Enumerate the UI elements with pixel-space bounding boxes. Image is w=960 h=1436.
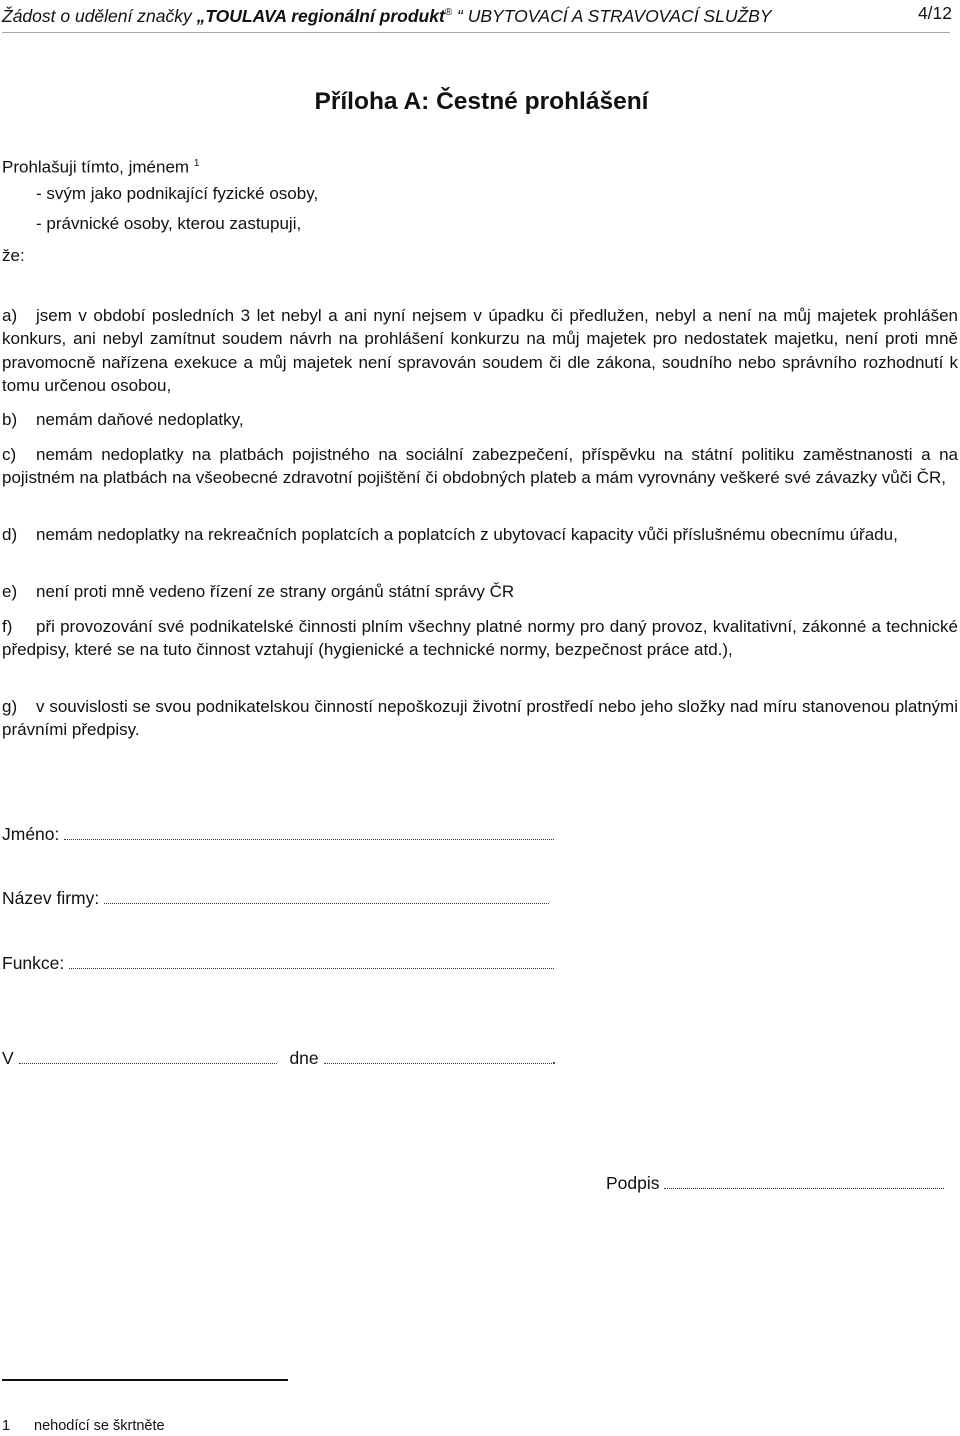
header-divider <box>2 32 950 33</box>
footnote-number: 1 <box>2 1418 11 1434</box>
declaration-item-g: g) v souvislosti se svou podnikatelskou činností nepoškozuji životní prostředí nebo jeho složky nad míru stanovenou platnými právními předpisy. <box>2 697 958 740</box>
company-label: Název firmy: <box>2 888 100 908</box>
page-number: 4/12 <box>917 3 952 23</box>
name-input-line[interactable] <box>64 825 554 840</box>
signature-input-line[interactable] <box>664 1174 944 1189</box>
header-prefix: Žádost o udělení značky <box>2 5 197 26</box>
name-field[interactable] <box>2 824 554 845</box>
function-input-line[interactable] <box>69 954 554 969</box>
declaration-item-f: f) při provozování své podnikatelské činnosti plním všechny platné normy pro daný provoz, kvalitativní, zákonné a technické předpisy, které se na tuto činnost vztahují (hygienické a technické normy, bezpečnost práce atd.), <box>2 617 958 660</box>
date-end: . <box>551 1048 557 1068</box>
footnote-ref: 1 <box>193 158 200 169</box>
date-input-line[interactable] <box>324 1049 552 1064</box>
signature-label: Podpis <box>606 1173 660 1193</box>
place-label: V <box>2 1048 14 1068</box>
intro-that: že: <box>2 246 25 265</box>
company-input-line[interactable] <box>104 889 549 904</box>
footnote-text: nehodící se škrtněte <box>34 1418 165 1434</box>
intro-option-1: - svým jako podnikající fyzické osoby, <box>36 184 319 203</box>
company-field[interactable] <box>2 888 549 909</box>
declaration-item-a: a) jsem v období posledních 3 let nebyl a ani nyní nejsem v úpadku či předlužen, nebyl a není na můj majetek prohlášen konkurs, ani nebyl zamítnut soudem návrh na prohlášení konkurzu na můj majetek pro nedostatek majetku, není proti mně pravomocně nařízena exekuce a můj majetek není spravován soudem či dle zákona, soudního nebo správního rozhodnutí k tomu určenou osobou, <box>2 306 958 395</box>
page-title: Příloha A: Čestné prohlášení <box>314 88 649 115</box>
intro-line: Prohlašuji tímto, jménem $^1$ <box>2 157 200 177</box>
function-field[interactable] <box>2 953 554 974</box>
function-label: Funkce: <box>2 953 65 973</box>
footnote-divider <box>2 1379 288 1381</box>
header-suffix: “ UBYTOVACÍ A STRAVOVACÍ SLUŽBY <box>452 5 772 26</box>
declaration-item-c: c) nemám nedoplatky na platbách pojistného na sociální zabezpečení, příspěvku na státní politiku zaměstnanosti a na pojistném na platbách na všeobecné zdravotní pojištění či obdobných plateb a mám vyrovnány veškeré své závazky vůči ČR, <box>2 445 958 488</box>
page-header <box>2 2 952 27</box>
date-label: dne <box>289 1048 319 1068</box>
header-brand: „TOULAVA regionální produkt <box>196 5 445 26</box>
place-input-line[interactable] <box>19 1049 277 1064</box>
place-date-field[interactable] <box>2 1048 556 1069</box>
registered-mark: ® <box>444 7 453 18</box>
footnote <box>2 1418 165 1434</box>
declaration-item-b: b) nemám daňové nedoplatky, <box>2 410 244 429</box>
intro-option-2: - právnické osoby, kterou zastupuji, <box>36 214 302 233</box>
name-label: Jméno: <box>2 824 60 844</box>
declaration-item-e: e) není proti mně vedeno řízení ze strany orgánů státní správy ČR <box>2 582 515 601</box>
declaration-item-d: d) nemám nedoplatky na rekreačních poplatcích a poplatcích z ubytovací kapacity vůči příslušnému obecnímu úřadu, <box>2 525 898 544</box>
signature-field[interactable] <box>606 1173 944 1194</box>
